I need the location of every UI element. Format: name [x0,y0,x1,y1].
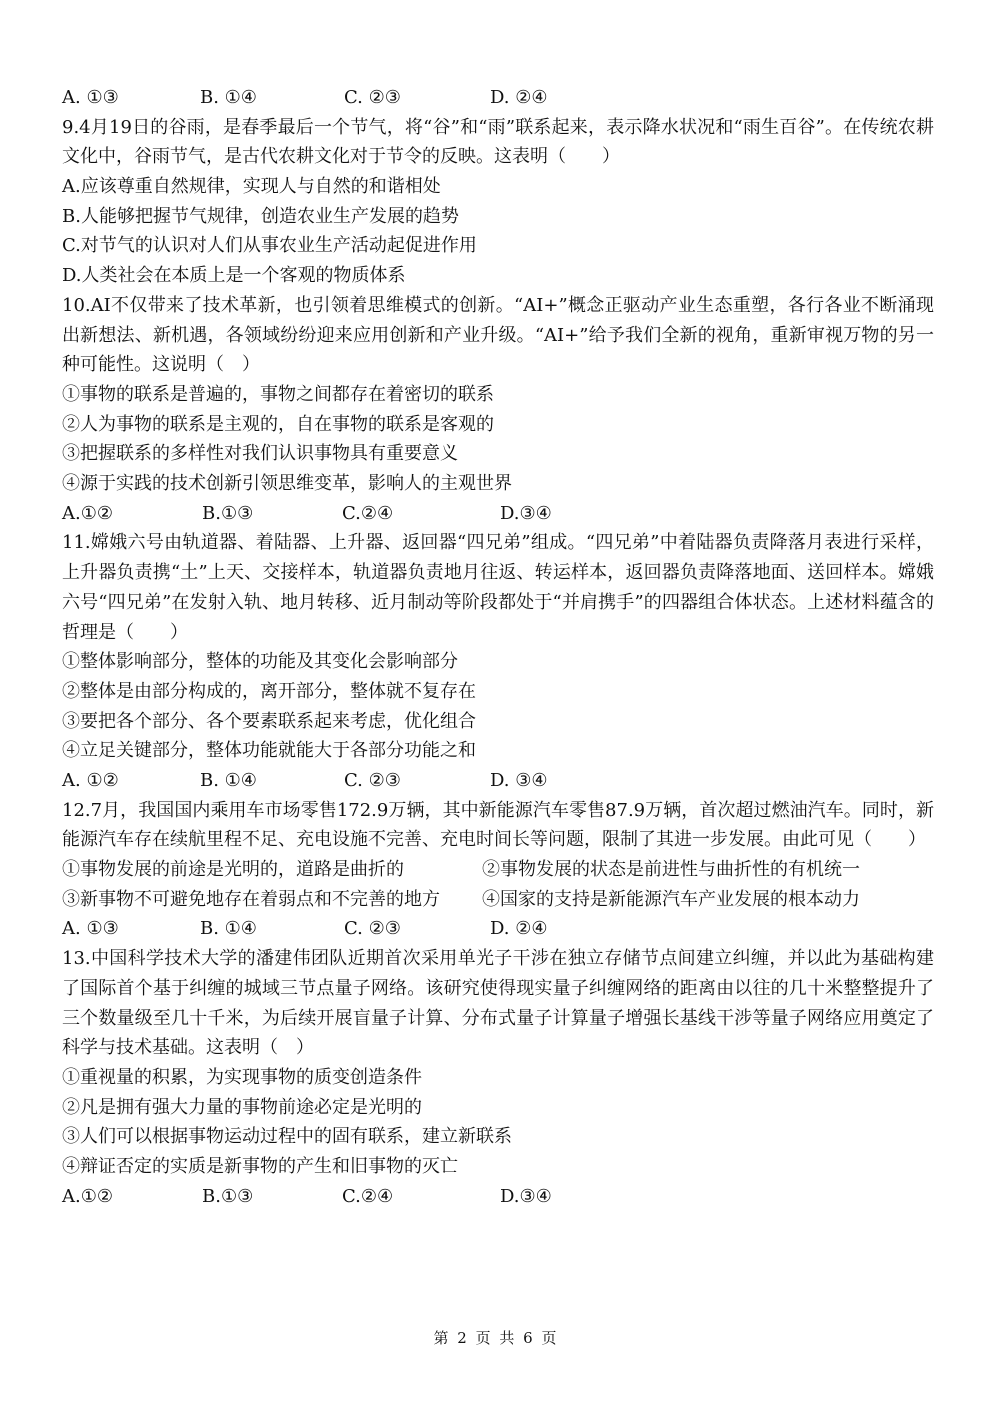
q13-option-a: A.①② [62,1185,113,1207]
q11-statement-4: ④立足关键部分，整体功能就能大于各部分功能之和 [62,740,476,762]
q12-options [62,914,934,944]
exam-page-content [62,83,934,1211]
q12-stem: 12.7月，我国国内乘用车市场零售172.9万辆，其中新能源汽车零售87.9万辆，首次超过燃油汽车。同时，新能源汽车存在续航里程不足、充电设施不完善、充电时间长等问题，限制了其进一步发展。由此可见（ ） [62,799,934,851]
q9-choice-a: A.应该尊重自然规律，实现人与自然的和谐相处 [62,176,441,198]
q12-statement-2: ②事物发展的状态是前进性与曲折性的有机统一 [482,859,860,881]
q10-statement-4: ④源于实践的技术创新引领思维变革，影响人的主观世界 [62,473,512,495]
q10-statement-3: ③把握联系的多样性对我们认识事物具有重要意义 [62,443,458,465]
q11-stem: 11.嫦娥六号由轨道器、着陆器、上升器、返回器“四兄弟”组成。“四兄弟”中着陆器负责降落月表进行采样，上升器负责携“土”上天、交接样本，轨道器负责地月往返、转运样本，返回器负责降落地面、送回样本。嫦娥六号“四兄弟”在发射入轨、地月转移、近月制动等阶段都处于“并肩携手”的四器组合体状态。上述材料蕴含的哲理是（ ） [62,532,934,643]
q12-option-b: B. ①④ [200,918,257,940]
q11-statement-2: ②整体是由部分构成的，离开部分，整体就不复存在 [62,680,476,702]
q10-option-b: B.①③ [202,502,254,524]
q11-option-d: D. ③④ [490,769,548,791]
q8-option-d: D. ②④ [490,87,548,108]
q11-option-c: C. ②③ [344,769,401,791]
q11-statement-3: ③要把各个部分、各个要素联系起来考虑，优化组合 [62,710,476,732]
q13-option-d: D.③④ [500,1185,552,1207]
q10-statement-1: ①事物的联系是普遍的，事物之间都存在着密切的联系 [62,383,494,405]
q9-choice-d: D.人类社会在本质上是一个客观的物质体系 [62,265,406,287]
q12-statement-4: ④国家的支持是新能源汽车产业发展的根本动力 [482,888,860,910]
q9-choice-b: B.人能够把握节气规律，创造农业生产发展的趋势 [62,205,459,227]
q10-statement-2: ②人为事物的联系是主观的，自在事物的联系是客观的 [62,413,494,435]
q13-stem: 13.中国科学技术大学的潘建伟团队近期首次采用单光子干涉在独立存储节点间建立纠缠，并以此为基础构建了国际首个基于纠缠的城域三节点量子网络。该研究使得现实量子纠缠网络的距离由以往的几十米整整提升了三个数量级至几十千米，为后续开展盲量子计算、分布式量子计算量子增强长基线干涉等量子网络应用奠定了科学与技术基础。这表明（ ） [62,948,934,1059]
q13-option-b: B.①③ [202,1185,254,1207]
q13-statement-2: ②凡是拥有强大力量的事物前途必定是光明的 [62,1096,422,1118]
q11-option-b: B. ①④ [200,769,257,791]
q11-statement-1: ①整体影响部分，整体的功能及其变化会影响部分 [62,651,458,673]
q9-choice-c: C.对节气的认识对人们从事农业生产活动起促进作用 [62,235,477,257]
q12-statement-row-1 [62,855,934,885]
q12-option-c: C. ②③ [344,918,401,940]
q8-option-a: A. ①③ [62,87,119,108]
q13-option-c: C.②④ [342,1185,394,1207]
q12-statement-3: ③新事物不可避免地存在着弱点和不完善的地方 [62,888,440,910]
q12-option-d: D. ②④ [490,918,548,940]
q12-option-a: A. ①③ [62,918,119,940]
q13-options [62,1182,934,1212]
page-footer: 第 2 页 共 6 页 [433,1329,559,1347]
q10-stem: 10.AI不仅带来了技术革新，也引领着思维模式的创新。“AI+”概念正驱动产业生态重塑，各行各业不断涌现出新想法、新机遇，各领域纷纷迎来应用创新和产业升级。“AI+”给予我们全新的视角，重新审视万物的另一种可能性。这说明（ ） [62,294,934,376]
q8-option-b: B. ①④ [200,87,257,108]
q12-statement-1: ①事物发展的前途是光明的，道路是曲折的 [62,859,404,881]
q9-stem: 9.4月19日的谷雨，是春季最后一个节气，将“谷”和“雨”联系起来，表示降水状况和“雨生百谷”。在传统农耕文化中，谷雨节气，是古代农耕文化对于节令的反映。这表明（ ） [62,116,934,168]
q11-options [62,766,934,796]
q11-option-a: A. ①② [62,769,119,791]
q10-options [62,499,934,529]
q10-option-d: D.③④ [500,502,552,524]
q13-statement-4: ④辩证否定的实质是新事物的产生和旧事物的灭亡 [62,1155,458,1177]
q13-statement-1: ①重视量的积累，为实现事物的质变创造条件 [62,1066,422,1088]
q8-option-c: C. ②③ [344,87,401,108]
q12-statement-row-2 [62,885,934,915]
q8-options [62,83,934,113]
q10-option-c: C.②④ [342,502,394,524]
q10-option-a: A.①② [62,502,113,524]
q13-statement-3: ③人们可以根据事物运动过程中的固有联系，建立新联系 [62,1126,512,1148]
